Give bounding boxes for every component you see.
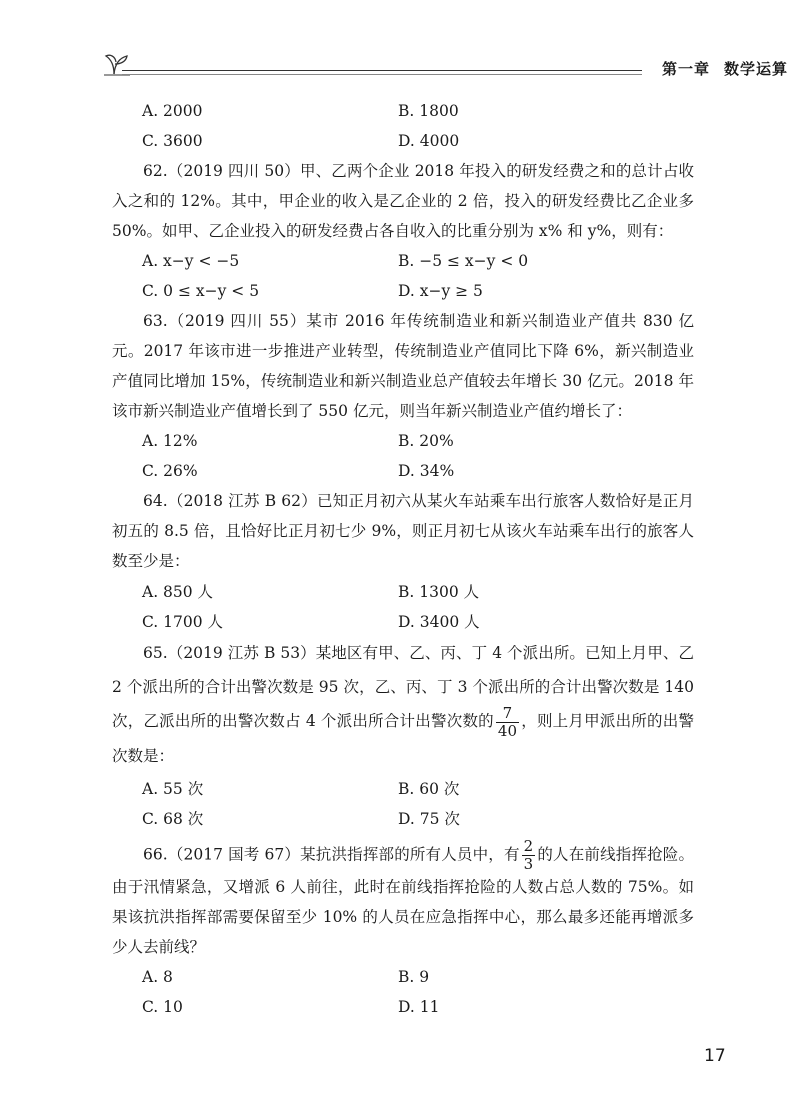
option-b: B. 60 次 (398, 779, 460, 798)
option-c: C. 26% (142, 462, 198, 480)
question-65-text-a: 65.（2019 江苏 B 53）某地区有甲、乙、丙、丁 4 个派出所。已知上月甲、乙 2 个派出所的合计出警次数是 95 次，乙、丙、丁 3 个派出所的合计出警次数是 140 次，乙派出所的出警次数占 4 个派出所合计出警次数的 (112, 644, 694, 730)
chapter-number: 第一章 (662, 60, 711, 78)
fraction (522, 836, 536, 873)
fraction (496, 703, 519, 740)
chapter-title (662, 58, 788, 79)
fraction-denominator: 3 (523, 854, 534, 873)
option-c: C. 1700 人 (142, 613, 224, 631)
question-65-text-b: ，则上月甲派出所的出警次数是： (112, 712, 694, 765)
section-title: 数学运算 (724, 60, 789, 78)
option-row (112, 246, 694, 276)
fraction-denominator: 40 (497, 721, 517, 740)
option-row (112, 606, 694, 636)
fraction-numerator: 7 (496, 706, 519, 723)
question-66-text-a: 66.（2017 国考 67）某抗洪指挥部的所有人员中，有 (143, 845, 520, 863)
fraction-numerator: 2 (523, 836, 534, 855)
option-a: A. 2000 (142, 102, 203, 120)
header-rule-left (122, 70, 642, 71)
option-row (112, 426, 694, 456)
option-b: B. 1800 (398, 102, 459, 120)
option-row (112, 773, 694, 803)
option-d: D. x−y ≥ 5 (398, 282, 483, 300)
option-c: C. 10 (142, 997, 183, 1016)
option-b: B. 20% (398, 432, 454, 450)
question-63-stem: 63.（2019 四川 55）某市 2016 年传统制造业和新兴制造业产值共 830 亿元。2017 年该市进一步推进产业转型，传统制造业产值同比下降 6%，新兴制造业产值同比增加 15%，传统制造业和新兴制造业总产值较去年增长 30 亿元。2018 年该市新兴制造业产值增长到了 550 亿元，则当年新兴制造业产值约增长了： (112, 312, 694, 420)
option-d: D. 11 (398, 997, 440, 1016)
option-a: A. 8 (142, 967, 173, 986)
question-64-stem: 64.（2018 江苏 B 62）已知正月初六从某火车站乘车出行旅客人数恰好是正月初五的 8.5 倍，且恰好比正月初七少 9%，则正月初七从该火车站乘车出行的旅客人数至少是： (112, 492, 694, 570)
page-content (112, 96, 694, 1022)
option-row (112, 126, 694, 156)
option-row (112, 276, 694, 306)
option-a: A. 55 次 (142, 779, 204, 798)
question-66-stem (112, 836, 694, 962)
question-65-stem (112, 636, 694, 773)
option-c: C. 0 ≤ x−y < 5 (142, 282, 260, 300)
option-row (112, 96, 694, 126)
option-row (112, 576, 694, 606)
option-b: B. −5 ≤ x−y < 0 (398, 252, 529, 270)
option-c: C. 68 次 (142, 809, 204, 828)
header-rule-left-thin (122, 74, 642, 75)
option-d: D. 3400 人 (398, 613, 480, 631)
option-b: B. 1300 人 (398, 583, 480, 601)
option-d: D. 75 次 (398, 809, 460, 828)
sprout-icon (100, 44, 140, 78)
option-row (112, 962, 694, 992)
option-d: D. 34% (398, 462, 455, 480)
option-b: B. 9 (398, 967, 430, 986)
option-row (112, 803, 694, 833)
running-header (100, 44, 790, 84)
page-number: 17 (704, 1046, 726, 1066)
question-62-stem: 62.（2019 四川 50）甲、乙两个企业 2018 年投入的研发经费之和的总计占收入之和的 12%。其中，甲企业的收入是乙企业的 2 倍，投入的研发经费比乙企业多 50%。如甲、乙企业投入的研发经费占各自收入的比重分别为 x% 和 y%，则有： (112, 162, 694, 240)
option-c: C. 3600 (142, 132, 203, 150)
option-row (112, 992, 694, 1022)
option-a: A. 12% (142, 432, 198, 450)
option-a: A. x−y < −5 (142, 252, 240, 270)
question-66-text-b: 的人在前线指挥抢险。由于汛情紧急，又增派 6 人前往，此时在前线指挥抢险的人数占总人数的 75%。如果该抗洪指挥部需要保留至少 10% 的人员在应急指挥中心，那么最多还能再增派多少人去前线？ (112, 845, 694, 956)
option-d: D. 4000 (398, 132, 460, 150)
option-row (112, 456, 694, 486)
option-a: A. 850 人 (142, 583, 214, 601)
